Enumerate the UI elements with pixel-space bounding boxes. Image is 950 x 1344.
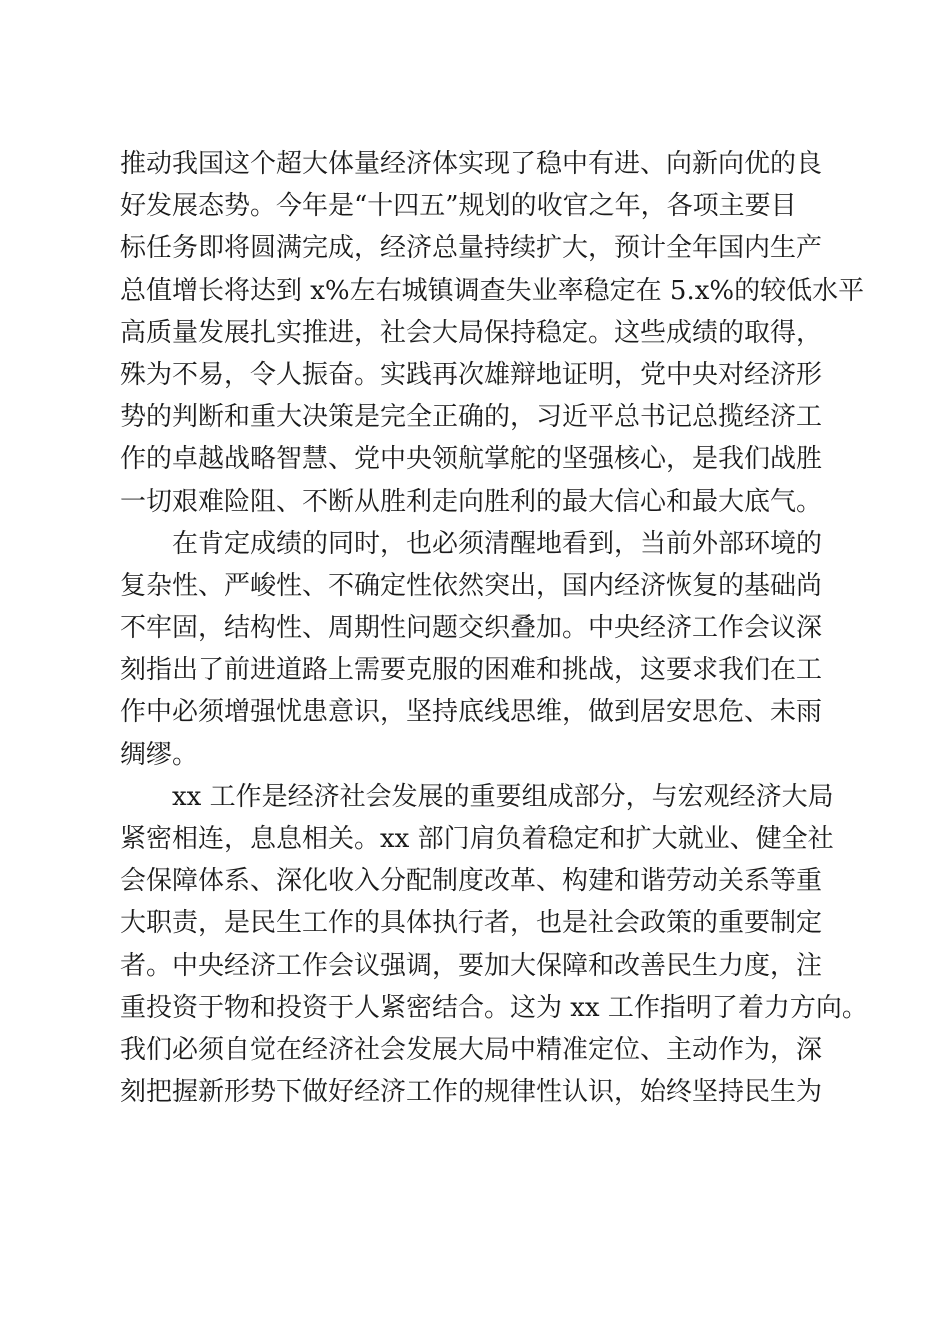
text-line: 高质量发展扎实推进，社会大局保持稳定。这些成绩的取得， — [120, 317, 823, 348]
text-line: 作的卓越战略智慧、党中央领航掌舵的坚强核心，是我们战胜 — [120, 444, 823, 475]
text-line: 紧密相连，息息相关。xx 部门肩负着稳定和扩大就业、健全社 — [120, 824, 834, 854]
text-line: 刻指出了前进道路上需要克服的困难和挑战，这要求我们在工 — [120, 655, 823, 686]
text-line: 复杂性、严峻性、不确定性依然突出，国内经济恢复的基础尚 — [120, 570, 823, 601]
text-line: 者。中央经济工作会议强调，要加大保障和改善民生力度，注 — [120, 950, 823, 981]
text-line: 重投资于物和投资于人紧密结合。这为 xx 工作指明了着力方向。 — [120, 992, 868, 1023]
text-line: 势的判断和重大决策是完全正确的，习近平总书记总揽经济工 — [120, 402, 823, 433]
text-line: 一切艰难险阻、不断从胜利走向胜利的最大信心和最大底气。 — [120, 486, 823, 517]
paragraph-start-line: xx 工作是经济社会发展的重要组成部分，与宏观经济大局 — [172, 781, 834, 812]
text-line: 标任务即将圆满完成，经济总量持续扩大，预计全年国内生产 — [120, 233, 823, 264]
text-line: 我们必须自觉在经济社会发展大局中精准定位、主动作为，深 — [120, 1034, 823, 1065]
text-line: 刻把握新形势下做好经济工作的规律性认识，始终坚持民生为 — [120, 1077, 823, 1108]
text-line: 会保障体系、深化收入分配制度改革、构建和谐劳动关系等重 — [120, 866, 823, 897]
paragraph-start-line: 在肯定成绩的同时，也必须清醒地看到，当前外部环境的 — [172, 528, 823, 559]
text-line: 殊为不易，令人振奋。实践再次雄辩地证明，党中央对经济形 — [120, 359, 823, 390]
text-line: 作中必须增强忧患意识，坚持底线思维，做到居安思危、未雨 — [120, 697, 823, 728]
text-line: 不牢固，结构性、周期性问题交织叠加。中央经济工作会议深 — [120, 613, 823, 644]
text-line: 好发展态势。今年是“十四五”规划的收官之年，各项主要目 — [120, 191, 797, 222]
document-body — [120, 143, 868, 1113]
text-line: 绸缪。 — [120, 739, 199, 770]
text-line: 总值增长将达到 x%左右城镇调查失业率稳定在 5.x%的较低水平 — [120, 275, 865, 306]
text-line: 推动我国这个超大体量经济体实现了稳中有进、向新向优的良 — [120, 149, 823, 179]
text-line: 大职责，是民生工作的具体执行者，也是社会政策的重要制定 — [120, 908, 823, 939]
